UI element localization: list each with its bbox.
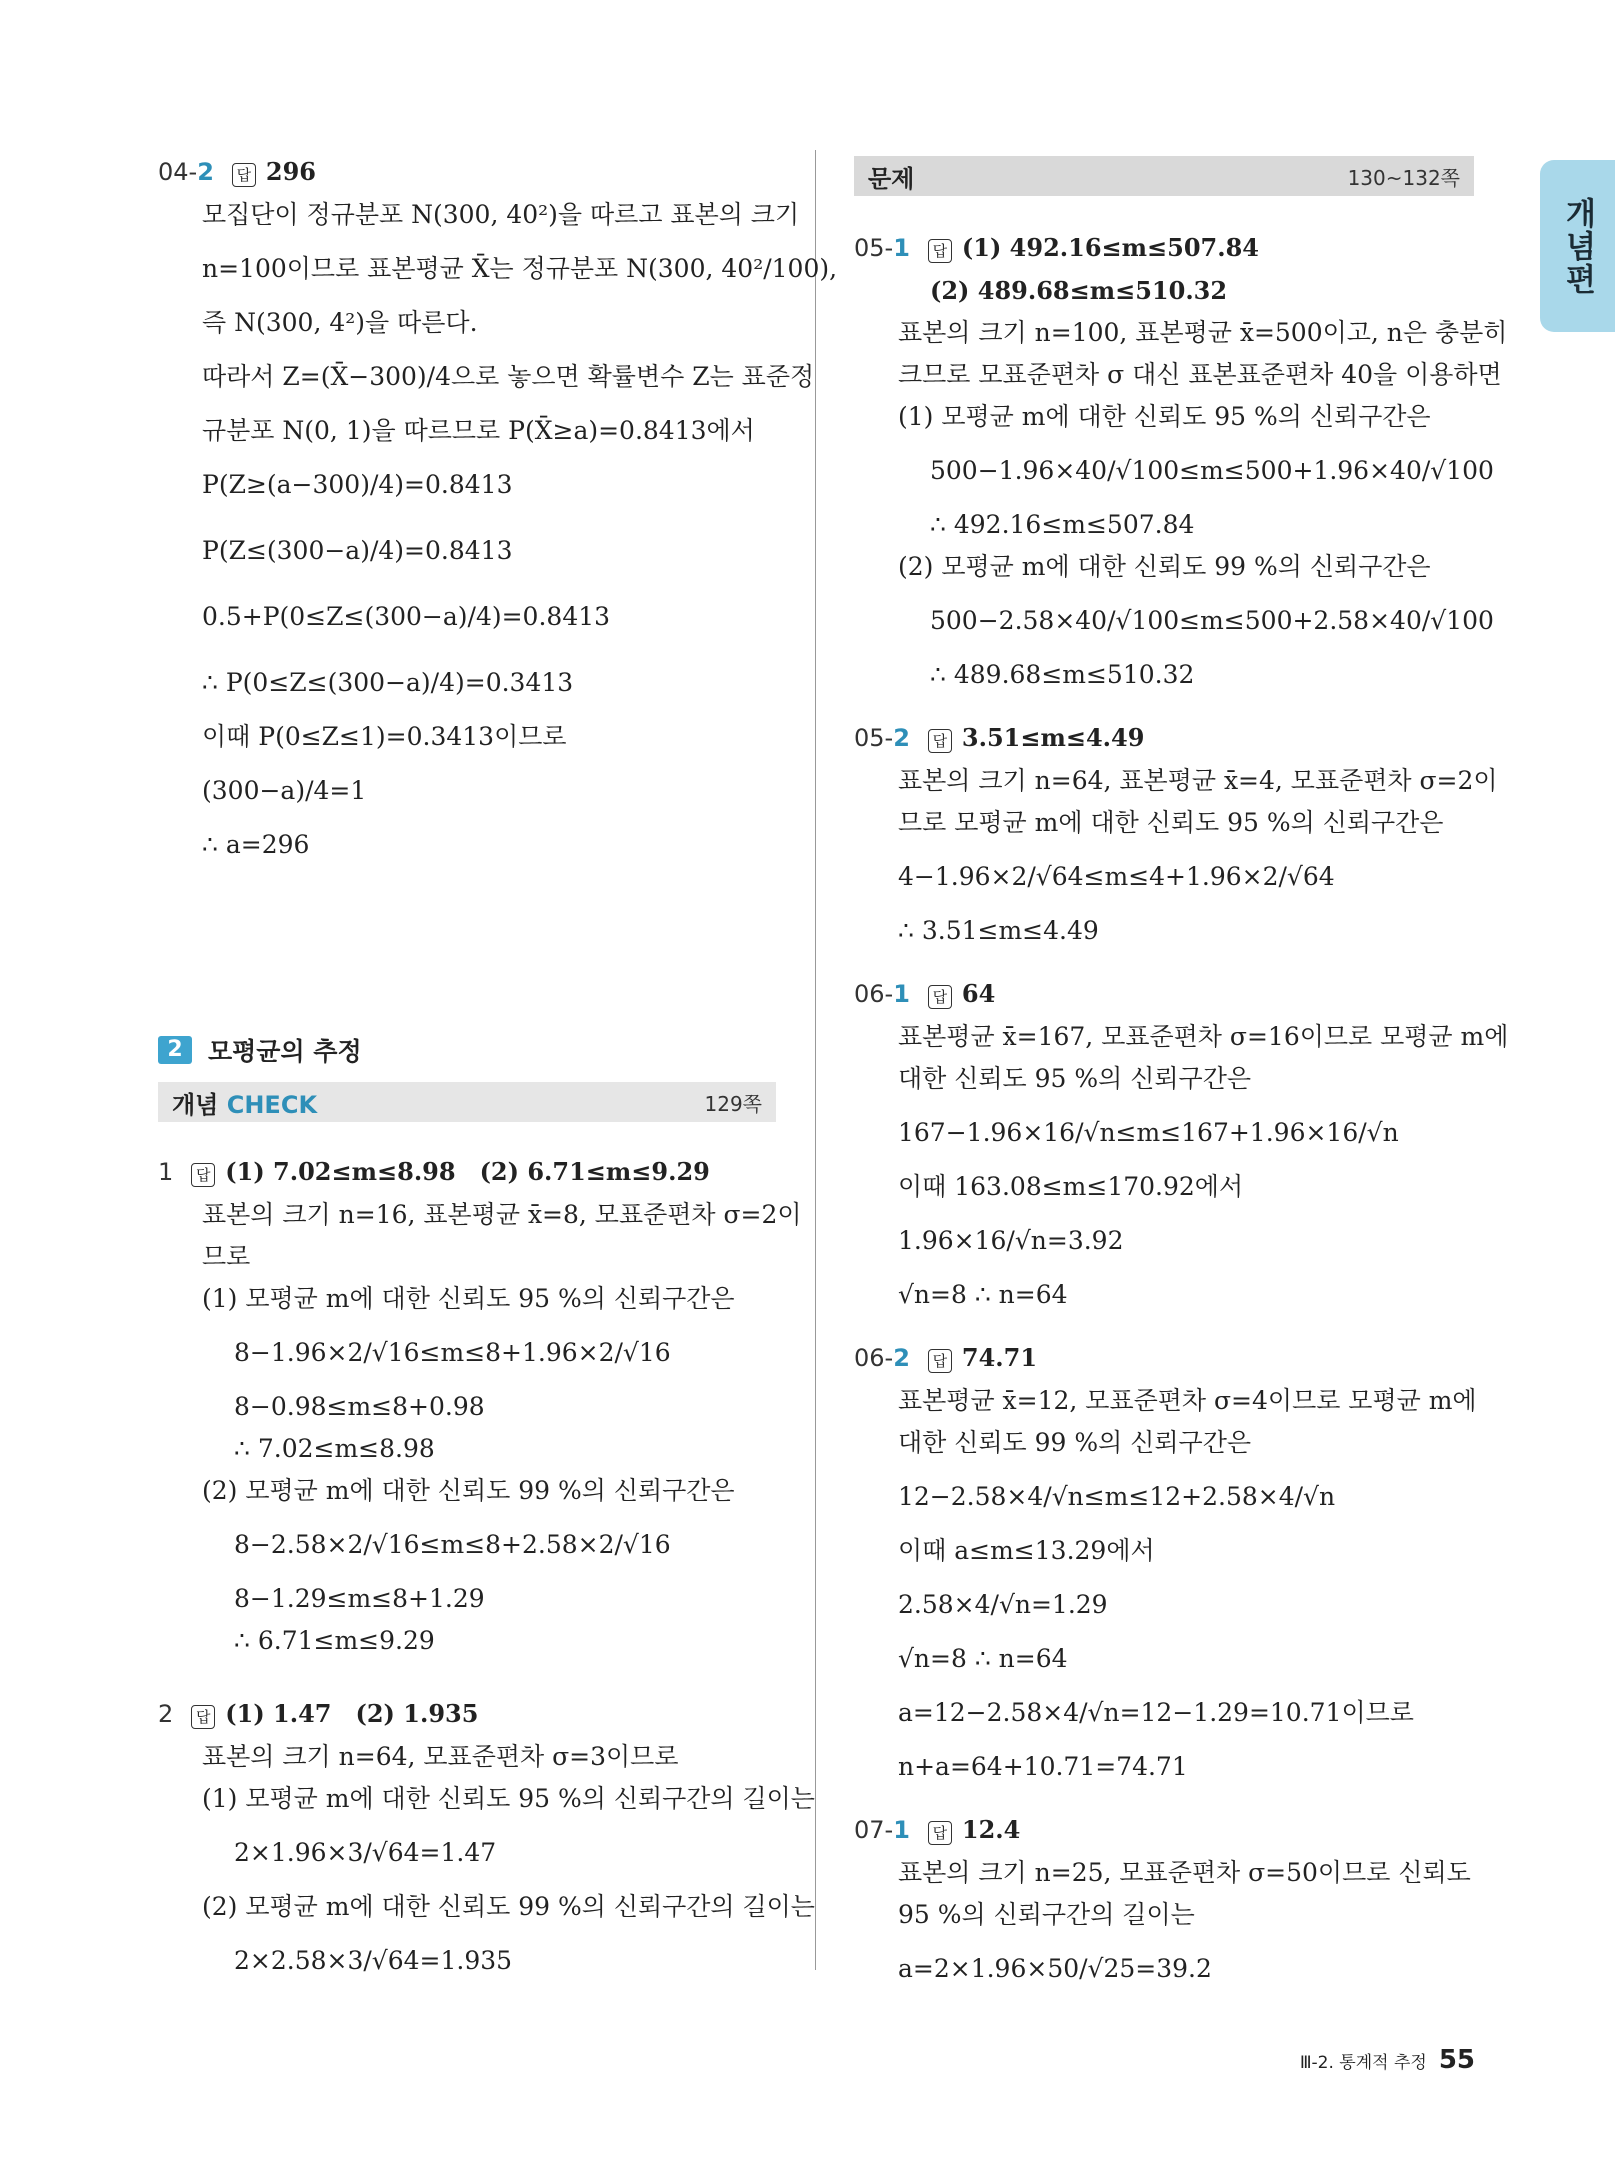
problem-header [854,716,1474,760]
answer-mark-icon: 답 [928,729,952,753]
solution-line: (300−a)/4=1 [202,776,367,805]
solution-line: 규분포 N(0, 1)을 따르므로 P(X̄≥a)=0.8413에서 [202,416,755,445]
problem-number: 05-1 [854,234,910,262]
answer-mark-icon: 답 [191,1163,215,1187]
solution-line: 95 %의 신뢰구간의 길이는 [898,1900,1195,1929]
problem-header [854,1808,1474,1852]
solution-line: 즉 N(300, 4²)을 따른다. [202,308,478,337]
solution-line: P(Z≥(a−300)/4)=0.8413 [202,470,513,499]
solution-line: (1) 모평균 m에 대한 신뢰도 95 %의 신뢰구간은 [898,402,1431,431]
answer: (1) 1.47 [225,1699,332,1728]
section-number-badge: 2 [158,1036,192,1064]
page-number: 55 [1438,2045,1475,2075]
answer: (2) 1.935 [355,1699,479,1728]
answer-mark-icon: 답 [928,985,952,1009]
answer-mark-icon: 답 [232,163,256,187]
side-tab-label: 개념편 [1559,196,1596,296]
answer: 64 [961,979,996,1008]
solution-line: 표본의 크기 n=16, 표본평균 x̄=8, 모표준편차 σ=2이 [202,1200,802,1229]
solution-line: 4−1.96×2/√64≤m≤4+1.96×2/√64 [898,862,1335,891]
problem-number: 05-2 [854,724,910,752]
solution-line: (2) 모평균 m에 대한 신뢰도 99 %의 신뢰구간은 [202,1476,735,1505]
solution-line: 모집단이 정규분포 N(300, 40²)을 따르고 표본의 크기 [202,200,800,229]
problem-bar [854,156,1474,196]
problem-number: 2 [158,1700,174,1728]
answer: 296 [265,157,317,186]
chapter-label: Ⅲ-2. 통계적 추정 [1299,2053,1427,2073]
left-column [158,150,838,866]
problem-number: 06-1 [854,980,910,1008]
column-divider [815,150,816,1970]
answer-mark-icon: 답 [928,1349,952,1373]
solution-line: ∴ P(0≤Z≤(300−a)/4)=0.3413 [202,668,574,697]
solution-line: ∴ 489.68≤m≤510.32 [930,660,1195,689]
problem-header [854,226,1474,270]
solution-line: 크므로 모표준편차 σ 대신 표본표준편차 40을 이용하면 [898,360,1502,389]
answer: (2) 6.71≤m≤9.29 [479,1157,710,1186]
problem-number: 04-2 [158,158,214,186]
solution-line: 따라서 Z=(X̄−300)/4으로 놓으면 확률변수 Z는 표준정 [202,362,815,391]
question-2 [158,1692,815,1994]
solution-line: 대한 신뢰도 95 %의 신뢰구간은 [898,1064,1252,1093]
solution-line: 이때 a≤m≤13.29에서 [898,1536,1155,1565]
solution-line: ∴ 6.71≤m≤9.29 [234,1626,435,1655]
problem-number: 1 [158,1158,174,1186]
solution-line: 167−1.96×16/√n≤m≤167+1.96×16/√n [898,1118,1399,1147]
solution-line: 1.96×16/√n=3.92 [898,1226,1124,1255]
problem-07-1 [854,1808,1474,2002]
problem-06-2 [854,1336,1477,1788]
solution-line: 표본의 크기 n=100, 표본평균 x̄=500이고, n은 충분히 [898,318,1508,347]
solution-line: ∴ 492.16≤m≤507.84 [930,510,1195,539]
section-heading [158,1030,362,1070]
solution-line: (2) 모평균 m에 대한 신뢰도 99 %의 신뢰구간의 길이는 [202,1892,815,1921]
solution-line: 8−1.96×2/√16≤m≤8+1.96×2/√16 [234,1338,671,1367]
solution-line: 이때 P(0≤Z≤1)=0.3413이므로 [202,722,567,751]
solution-line: ∴ 7.02≤m≤8.98 [234,1434,435,1463]
solution-line: a=2×1.96×50/√25=39.2 [898,1954,1212,1983]
concept-check-bar [158,1082,776,1122]
right-column [854,226,1509,2002]
answer-mark-icon: 답 [191,1705,215,1729]
answer-mark-icon: 답 [928,1821,952,1845]
answer: 3.51≤m≤4.49 [961,723,1145,752]
solution-line: 표본의 크기 n=64, 표본평균 x̄=4, 모표준편차 σ=2이 [898,766,1498,795]
solution-line: ∴ a=296 [202,830,310,859]
solution-line: 표본의 크기 n=64, 모표준편차 σ=3이므로 [202,1742,679,1771]
solution-line: 2×2.58×3/√64=1.935 [234,1946,513,1975]
solution-line: 표본의 크기 n=25, 모표준편차 σ=50이므로 신뢰도 [898,1858,1471,1887]
problem-header [854,972,1474,1016]
solution-line: 8−0.98≤m≤8+0.98 [234,1392,485,1421]
solution-line: 500−1.96×40/√100≤m≤500+1.96×40/√100 [930,456,1494,485]
answer: 74.71 [961,1343,1038,1372]
solution-line: (1) 모평균 m에 대한 신뢰도 95 %의 신뢰구간의 길이는 [202,1784,815,1813]
solution-line: 므로 모평균 m에 대한 신뢰도 95 %의 신뢰구간은 [898,808,1444,837]
solution-line: 8−2.58×2/√16≤m≤8+2.58×2/√16 [234,1530,671,1559]
solution-line: (2) 모평균 m에 대한 신뢰도 99 %의 신뢰구간은 [898,552,1431,581]
answer-mark-icon: 답 [928,239,952,263]
problem-05-1 [854,226,1508,696]
problem-number: 06-2 [854,1344,910,1372]
solution-line: P(Z≤(300−a)/4)=0.8413 [202,536,513,565]
solution-line: 므로 [202,1242,251,1271]
solution-line: √n=8 ∴ n=64 [898,1644,1068,1673]
solution-line: 12−2.58×4/√n≤m≤12+2.58×4/√n [898,1482,1336,1511]
question-1 [158,1150,802,1662]
answer: 12.4 [961,1815,1021,1844]
answer-line: (2) 489.68≤m≤510.32 [930,276,1228,305]
side-tab-concept [1540,160,1615,332]
solution-line: 500−2.58×40/√100≤m≤500+2.58×40/√100 [930,606,1494,635]
solution-line: (1) 모평균 m에 대한 신뢰도 95 %의 신뢰구간은 [202,1284,735,1313]
answer: (1) 7.02≤m≤8.98 [225,1157,456,1186]
solution-line: 0.5+P(0≤Z≤(300−a)/4)=0.8413 [202,602,611,631]
concept-check-title: 개념 CHECK [172,1090,318,1119]
left-column-lower [158,1150,815,1994]
solution-line: 표본평균 x̄=12, 모표준편차 σ=4이므로 모평균 m에 [898,1386,1477,1415]
solution-line: √n=8 ∴ n=64 [898,1280,1068,1309]
problem-bar-title: 문제 [868,164,915,193]
solution-line: 2.58×4/√n=1.29 [898,1590,1108,1619]
problem-06-1 [854,972,1509,1316]
problem-header [158,1150,780,1194]
solution-line: 8−1.29≤m≤8+1.29 [234,1584,485,1613]
solution-line: 2×1.96×3/√64=1.47 [234,1838,497,1867]
solution-line: 대한 신뢰도 99 %의 신뢰구간은 [898,1428,1252,1457]
problem-header [158,150,780,194]
problem-04-2 [158,150,838,866]
solution-line: ∴ 3.51≤m≤4.49 [898,916,1099,945]
section-title: 모평균의 추정 [208,1037,362,1066]
solution-line: n+a=64+10.71=74.71 [898,1752,1188,1781]
page-footer [1300,2045,1475,2075]
problem-header [158,1692,780,1736]
solution-line: a=12−2.58×4/√n=12−1.29=10.71이므로 [898,1698,1414,1727]
problem-number: 07-1 [854,1816,910,1844]
page-reference: 129쪽 [704,1091,762,1116]
problem-header [854,1336,1474,1380]
solution-line: 이때 163.08≤m≤170.92에서 [898,1172,1244,1201]
solution-line: 표본평균 x̄=167, 모표준편차 σ=16이므로 모평균 m에 [898,1022,1509,1051]
answer: (1) 492.16≤m≤507.84 [961,233,1259,262]
problem-05-2 [854,716,1498,952]
page-reference: 130~132쪽 [1347,165,1460,190]
solution-line: n=100이므로 표본평균 X̄는 정규분포 N(300, 40²/100), [202,254,838,283]
